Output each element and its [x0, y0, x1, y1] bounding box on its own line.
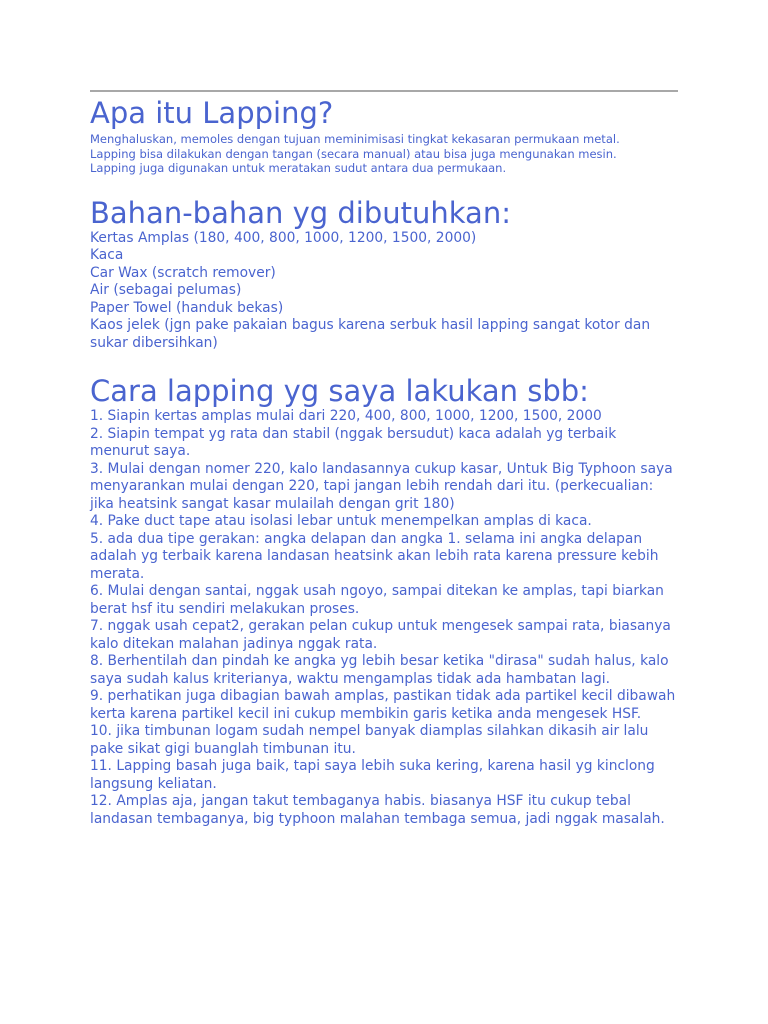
step-item: 3. Mulai dengan nomer 220, kalo landasannya cukup kasar, Untuk Big Typhoon saya menyarankan mulai dengan 220, tapi jangan lebih rendah dari itu. (perkecualian: jika heatsink sangat kasar mulailah dengan grit 180): [90, 460, 673, 512]
list-item: Kertas Amplas (180, 400, 800, 1000, 1200, 1500, 2000): [90, 229, 477, 246]
step-item: 12. Amplas aja, jangan takut tembaganya habis. biasanya HSF itu cukup tebal landasan tembaganya, big typhoon malahan tembaga semua, jadi nggak masalah.: [90, 793, 665, 827]
definition-paragraph: [90, 132, 678, 176]
step-item: 1. Siapin kertas amplas mulai dari 220, 400, 800, 1000, 1200, 1500, 2000: [90, 408, 602, 424]
step-item: 7. nggak usah cepat2, gerakan pelan cukup untuk mengesek sampai rata, biasanya kalo ditekan malahan jadinya nggak rata.: [90, 618, 671, 652]
section-title-apa-itu-lapping: Apa itu Lapping?: [90, 96, 334, 130]
step-item: 8. Berhentilah dan pindah ke angka yg lebih besar ketika "dirasa" sudah halus, kalo saya sudah kalus kriterianya, waktu mengamplas tidak ada hambatan lagi.: [90, 653, 669, 687]
step-item: 9. perhatikan juga dibagian bawah amplas, pastikan tidak ada partikel kecil dibawah kerta karena partikel kecil ini cukup membikin garis ketika anda mengesek HSF.: [90, 688, 676, 722]
list-item: Kaca: [90, 247, 124, 263]
top-divider: [90, 90, 678, 92]
step-item: 4. Pake duct tape atau isolasi lebar untuk menempelkan amplas di kaca.: [90, 513, 592, 529]
materials-list: [90, 230, 678, 353]
list-item: Paper Towel (handuk bekas): [90, 299, 284, 316]
step-item: 11. Lapping basah juga baik, tapi saya lebih suka kering, karena hasil yg kinclong langsung keliatan.: [90, 758, 655, 792]
step-item: 2. Siapin tempat yg rata dan stabil (nggak bersudut) kaca adalah yg terbaik menurut saya.: [90, 425, 617, 459]
list-item: Car Wax (scratch remover): [90, 264, 276, 281]
list-item: Air (sebagai pelumas): [90, 282, 242, 298]
definition-line: Lapping juga digunakan untuk meratakan sudut antara dua permukaan.: [90, 161, 507, 175]
list-item: Kaos jelek (jgn pake pakaian bagus karena serbuk hasil lapping sangat kotor dan sukar dibersihkan): [90, 317, 651, 351]
section-title-cara-lapping: Cara lapping yg saya lakukan sbb:: [90, 374, 589, 408]
definition-line: Menghaluskan, memoles dengan tujuan meminimisasi tingkat kekasaran permukaan metal.: [90, 132, 620, 146]
step-item: 5. ada dua tipe gerakan: angka delapan dan angka 1. selama ini angka delapan adalah yg terbaik karena landasan heatsink akan lebih rata karena pressure kebih merata.: [90, 530, 659, 582]
steps-list: [90, 408, 678, 828]
definition-line: Lapping bisa dilakukan dengan tangan (secara manual) atau bisa juga mengunakan mesin.: [90, 146, 617, 161]
document-page: [90, 90, 678, 828]
step-item: 10. jika timbunan logam sudah nempel banyak diamplas silahkan dikasih air lalu pake sikat gigi buanglah timbunan itu.: [90, 723, 649, 757]
section-title-bahan: Bahan-bahan yg dibutuhkan:: [90, 195, 511, 230]
step-item: 6. Mulai dengan santai, nggak usah ngoyo, sampai ditekan ke amplas, tapi biarkan berat hsf itu sendiri melakukan proses.: [90, 583, 664, 617]
